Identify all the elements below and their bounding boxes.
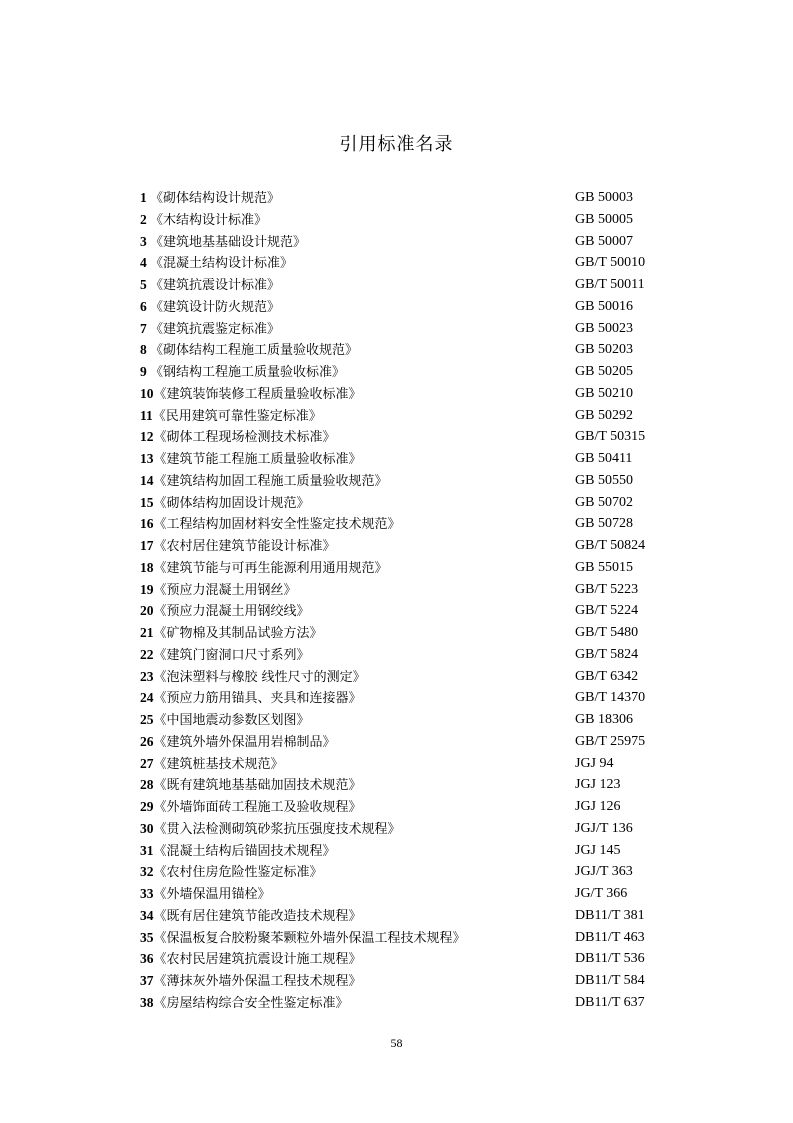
standard-row xyxy=(140,209,660,231)
standard-row xyxy=(140,339,660,361)
standard-number: 24 xyxy=(140,690,154,706)
standard-number: 11 xyxy=(140,407,153,423)
standard-number: 31 xyxy=(140,842,154,858)
standard-name: 《既有居住建筑节能改造技术规程》 xyxy=(153,908,362,924)
standard-row xyxy=(140,709,660,731)
standard-name: 《建筑节能与可再生能源利用通用规范》 xyxy=(153,560,388,576)
standard-row xyxy=(140,970,660,992)
standard-number: 1 xyxy=(140,190,147,205)
standard-row xyxy=(140,535,660,557)
standard-name: 《建筑装饰装修工程质量验收标准》 xyxy=(153,386,362,402)
standard-code: DB11/T 381 xyxy=(575,907,645,923)
standard-row xyxy=(140,687,660,709)
standard-number: 12 xyxy=(140,429,154,445)
standard-number: 26 xyxy=(140,733,154,749)
standard-number: 32 xyxy=(140,864,154,880)
standard-row xyxy=(140,426,660,448)
standard-name: 《钢结构工程施工质量验收标准》 xyxy=(150,365,346,380)
standard-name: 《建筑抗震鉴定标准》 xyxy=(150,321,281,337)
standards-list xyxy=(140,187,660,1014)
standard-row xyxy=(140,948,660,970)
standard-number: 36 xyxy=(140,951,154,967)
standard-number: 8 xyxy=(140,342,147,358)
standard-row xyxy=(140,622,660,644)
standard-row xyxy=(140,252,660,274)
standard-row xyxy=(140,187,660,209)
standard-number: 37 xyxy=(140,973,154,988)
standard-name: 《砌体工程现场检测技术标准》 xyxy=(153,430,336,446)
standard-code: JGJ/T 363 xyxy=(575,864,633,880)
standard-code: JGJ/T 136 xyxy=(575,820,633,836)
standard-row xyxy=(140,927,660,949)
standard-name: 《外墙保温用锚栓》 xyxy=(153,887,271,902)
standard-code: GB/T 5480 xyxy=(575,625,639,640)
standard-code: GB 50205 xyxy=(575,364,633,379)
standard-row xyxy=(140,840,660,862)
standard-name: 《泡沫塑料与橡胶 线性尺寸的测定》 xyxy=(153,669,366,685)
standard-code: JGJ 123 xyxy=(575,777,621,793)
standard-name: 《建筑抗震设计标准》 xyxy=(150,278,281,293)
standard-name: 《预应力混凝土用钢丝》 xyxy=(153,582,297,598)
standard-row xyxy=(140,579,660,601)
standard-code: GB/T 25975 xyxy=(575,733,646,749)
standard-name: 《建筑节能工程施工质量验收标准》 xyxy=(153,452,362,467)
standard-code: DB11/T 463 xyxy=(575,929,645,945)
standard-code: GB 50411 xyxy=(575,451,633,466)
standard-row xyxy=(140,405,660,427)
standard-name: 《砌体结构加固设计规范》 xyxy=(153,495,310,511)
standard-code: GB 50023 xyxy=(575,320,633,336)
standard-number: 23 xyxy=(140,668,154,684)
standard-number: 25 xyxy=(140,712,154,727)
standard-row xyxy=(140,644,660,666)
standard-name: 《混凝土结构设计标准》 xyxy=(150,256,294,272)
standard-number: 4 xyxy=(140,255,147,271)
standard-number: 9 xyxy=(140,364,147,379)
standard-number: 28 xyxy=(140,777,154,793)
standard-number: 20 xyxy=(140,603,154,619)
standard-row xyxy=(140,905,660,927)
standard-name: 《建筑门窗洞口尺寸系列》 xyxy=(153,647,310,663)
standard-code: JGJ 145 xyxy=(575,842,621,858)
standard-name: 《工程结构加固材料安全性鉴定技术规范》 xyxy=(153,517,401,533)
standard-row xyxy=(140,383,660,405)
standard-number: 15 xyxy=(140,494,154,510)
standard-code: GB 50005 xyxy=(575,211,633,227)
standard-code: JGJ 94 xyxy=(575,755,614,771)
standard-code: GB/T 50011 xyxy=(575,277,645,292)
standard-row xyxy=(140,448,660,470)
standard-row xyxy=(140,796,660,818)
standard-code: GB/T 6342 xyxy=(575,668,639,684)
standard-number: 16 xyxy=(140,516,154,532)
standard-code: JGJ 126 xyxy=(575,799,621,814)
standard-code: GB 18306 xyxy=(575,712,633,727)
standard-row xyxy=(140,470,660,492)
standard-name: 《房屋结构综合安全性鉴定标准》 xyxy=(153,995,349,1011)
standard-code: DB11/T 584 xyxy=(575,973,645,988)
standard-number: 17 xyxy=(140,538,154,553)
standard-row xyxy=(140,861,660,883)
standard-number: 29 xyxy=(140,799,154,814)
standard-name: 《保温板复合胶粉聚苯颗粒外墙外保温工程技术规程》 xyxy=(153,930,466,946)
standard-code: GB 50210 xyxy=(575,385,633,401)
standard-name: 《农村民居建筑抗震设计施工规程》 xyxy=(153,952,362,968)
standard-code: GB 50550 xyxy=(575,472,633,488)
standard-name: 《预应力混凝土用钢绞线》 xyxy=(153,604,310,620)
standard-code: GB 50007 xyxy=(575,233,633,249)
standard-row xyxy=(140,318,660,340)
standard-name: 《既有建筑地基基础加固技术规范》 xyxy=(153,778,362,794)
standard-code: GB/T 5824 xyxy=(575,646,639,662)
standard-name: 《建筑设计防火规范》 xyxy=(150,299,281,315)
standard-number: 7 xyxy=(140,320,147,336)
standard-number: 30 xyxy=(140,820,154,836)
standard-number: 33 xyxy=(140,886,154,901)
standard-code: GB 50292 xyxy=(575,407,633,423)
standard-number: 27 xyxy=(140,755,154,771)
standard-row xyxy=(140,274,660,296)
standard-name: 《混凝土结构后锚固技术规程》 xyxy=(153,843,336,859)
standard-number: 38 xyxy=(140,994,154,1010)
standard-name: 《建筑桩基技术规范》 xyxy=(153,756,284,772)
standard-number: 35 xyxy=(140,929,154,945)
standard-name: 《建筑外墙外保温用岩棉制品》 xyxy=(153,734,336,750)
standard-code: GB 50702 xyxy=(575,494,633,510)
standard-row xyxy=(140,774,660,796)
standard-name: 《农村住房危险性鉴定标准》 xyxy=(153,865,323,881)
standard-row xyxy=(140,492,660,514)
standard-row xyxy=(140,731,660,753)
standard-row xyxy=(140,600,660,622)
standard-row xyxy=(140,231,660,253)
standard-code: DB11/T 536 xyxy=(575,951,645,967)
standard-name: 《建筑地基基础设计规范》 xyxy=(150,234,307,250)
standard-code: GB/T 50824 xyxy=(575,538,646,553)
standard-code: GB 50728 xyxy=(575,516,633,532)
page-number: 58 xyxy=(390,1036,403,1050)
standard-name: 《贯入法检测砌筑砂浆抗压强度技术规程》 xyxy=(153,821,401,837)
standard-number: 10 xyxy=(140,385,154,401)
standard-code: GB 55015 xyxy=(575,559,633,575)
standard-row xyxy=(140,992,660,1014)
standard-row xyxy=(140,513,660,535)
standard-code: DB11/T 637 xyxy=(575,994,645,1010)
standard-row xyxy=(140,361,660,383)
standard-code: GB/T 14370 xyxy=(575,690,646,706)
standard-code: GB 50203 xyxy=(575,342,633,358)
standard-code: GB/T 50010 xyxy=(575,255,646,271)
standard-number: 22 xyxy=(140,646,154,662)
standard-number: 14 xyxy=(140,472,154,488)
standard-code: GB 50003 xyxy=(575,190,633,205)
standard-code: GB/T 5223 xyxy=(575,581,639,597)
standard-number: 34 xyxy=(140,907,154,923)
standard-name: 《预应力筋用锚具、夹具和连接器》 xyxy=(153,691,362,707)
standard-number: 3 xyxy=(140,233,147,249)
standard-number: 13 xyxy=(140,451,154,466)
standard-code: GB 50016 xyxy=(575,298,633,314)
standard-code: JG/T 366 xyxy=(575,886,628,901)
standard-row xyxy=(140,557,660,579)
standard-number: 6 xyxy=(140,298,147,314)
standard-name: 《砌体结构设计规范》 xyxy=(150,191,281,206)
standard-name: 《薄抹灰外墙外保温工程技术规程》 xyxy=(153,974,362,989)
standard-name: 《建筑结构加固工程施工质量验收规范》 xyxy=(153,473,388,489)
standard-name: 《木结构设计标准》 xyxy=(150,212,268,228)
standard-name: 《矿物棉及其制品试验方法》 xyxy=(153,626,323,641)
standard-name: 《外墙饰面砖工程施工及验收规程》 xyxy=(153,800,362,815)
standard-code: GB/T 50315 xyxy=(575,429,646,445)
standard-number: 19 xyxy=(140,581,154,597)
standard-row xyxy=(140,818,660,840)
standard-row xyxy=(140,296,660,318)
standard-number: 5 xyxy=(140,277,147,292)
standard-row xyxy=(140,753,660,775)
page-title: 引用标准名录 xyxy=(339,134,454,155)
standard-row xyxy=(140,883,660,905)
standard-code: GB/T 5224 xyxy=(575,603,639,619)
standard-row xyxy=(140,666,660,688)
standard-number: 2 xyxy=(140,211,147,227)
standard-name: 《民用建筑可靠性鉴定标准》 xyxy=(152,408,322,424)
standard-name: 《砌体结构工程施工质量验收规范》 xyxy=(150,343,359,359)
standard-number: 21 xyxy=(140,625,154,640)
standard-number: 18 xyxy=(140,559,154,575)
standard-name: 《中国地震动参数区划图》 xyxy=(153,713,310,728)
standard-name: 《农村居住建筑节能设计标准》 xyxy=(153,539,336,554)
